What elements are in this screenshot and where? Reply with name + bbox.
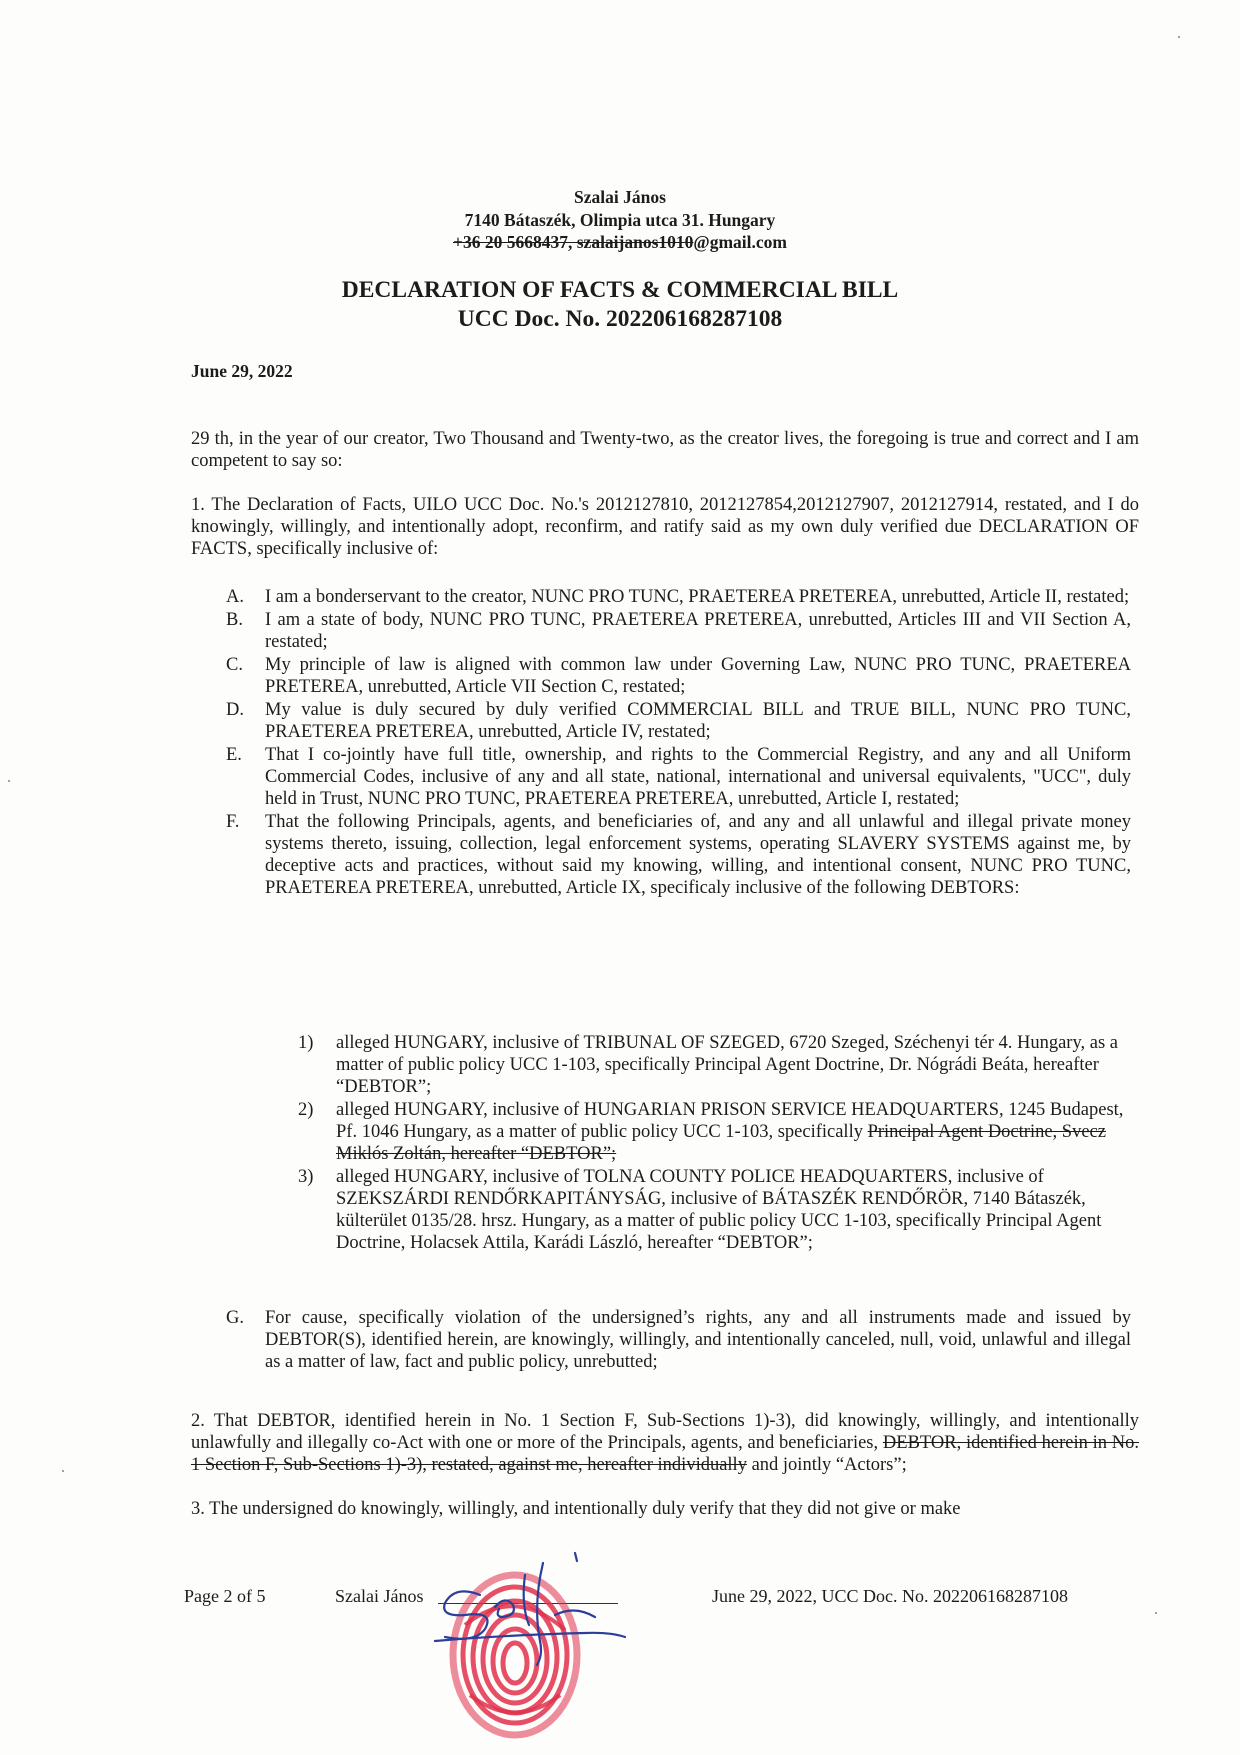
paragraph-3: 3. The undersigned do knowingly, willingly, and intentionally duly verify that they did not give or make	[191, 1499, 961, 1519]
struck-contact: +36 20 5668437, szalaijanos1010	[453, 232, 694, 252]
scan-speck	[1178, 36, 1180, 38]
list-item: C. My principle of law is aligned with common law under Governing Law, NUNC PRO TUNC, PRAETEREA PRETEREA, unrebutted, Article VII Section C, restated;	[226, 655, 1131, 697]
debtor-item: 3) alleged HUNGARY, inclusive of TOLNA COUNTY POLICE HEADQUARTERS, inclusive of SZEKSZÁRDI RENDŐRKAPITÁNYSÁG, inclusive of BÁTASZÉK RENDŐRÖR, 7140 Bátaszék, külterület 0135/28. hrsz. Hungary, as a matter of public policy UCC 1-103, specifically Principal Agent Doctrine, Holacsek Attila, Karádi László, hereafter “DEBTOR”;	[298, 1167, 1102, 1253]
list-item: D. My value is duly secured by duly verified COMMERCIAL BILL and TRUE BILL, NUNC PRO TUNC, PRAETEREA PRETEREA, unrebutted, Article IV, restated;	[226, 700, 1131, 742]
intro-paragraph: 29 th, in the year of our creator, Two Thousand and Twenty-two, as the creator lives, the foregoing is true and correct and I am competent to say so:	[191, 429, 1139, 471]
thumbprint-icon	[453, 1575, 577, 1735]
title-line-1: DECLARATION OF FACTS & COMMERCIAL BILL	[341, 277, 899, 303]
scan-speck	[62, 1470, 64, 1472]
document-title	[0, 276, 1240, 334]
footer-name: Szalai János	[335, 1586, 424, 1606]
contact-domain: @gmail.com	[693, 232, 787, 252]
title-line-2: UCC Doc. No. 202206168287108	[457, 306, 783, 332]
list-item: B. I am a state of body, NUNC PRO TUNC, PRAETEREA PRETEREA, unrebutted, Articles III and VII Section A, restated;	[226, 610, 1131, 652]
declaration-list	[226, 586, 1131, 900]
list-item: F. That the following Principals, agents, and beneficiaries of, and any and all unlawful and illegal private money systems thereto, issuing, collection, legal enforcement systems, operating SLAVERY SYSTEMS against me, by deceptive acts and practices, without said my knowing, willing, and intentional consent, NUNC PRO TUNC, PRAETEREA PRETEREA, unrebutted, Article IX, specificaly inclusive of the following DEBTORS:	[226, 812, 1131, 898]
debtor-item: 2) alleged HUNGARY, inclusive of HUNGARIAN PRISON SERVICE HEADQUARTERS, 1245 Budapest, Pf. 1046 Hungary, as a matter of public policy UCC 1-103, specifically Principal Agent Doctrine, Svecz Miklós Zoltán, hereafter “DEBTOR”;	[298, 1100, 1124, 1164]
page-number: Page 2 of 5	[184, 1586, 266, 1606]
list-item-g: G. For cause, specifically violation of the undersigned’s rights, any and all instruments made and issued by DEBTOR(S), identified herein, are knowingly, willingly, and intentionally canceled, null, void, unlawful and illegal as a matter of law, fact and public policy, unrebutted;	[226, 1308, 1131, 1372]
paragraph-1: 1. The Declaration of Facts, UILO UCC Doc. No.'s 2012127810, 2012127854,2012127907, 2012127914, restated, and I do knowingly, willingly, and intentionally adopt, reconfirm, and ratify said as my own duly verified due DECLARATION OF FACTS, specifically inclusive of:	[191, 495, 1139, 559]
debtor-list	[298, 1032, 1128, 1255]
author-name: Szalai János	[574, 187, 666, 207]
paragraph-2: 2. That DEBTOR, identified herein in No. 1 Section F, Sub-Sections 1)-3), did knowingly, willingly, and intentionally unlawfully and illegally co-Act with one or more of the Principals, agents, and beneficiaries, DEBTOR, identified herein in No. 1 Section F, Sub-Sections 1)-3), restated, against me, hereafter individually and jointly “Actors”;	[191, 1411, 1139, 1475]
scan-speck	[1155, 1612, 1157, 1614]
list-item: A. I am a bonderservant to the creator, NUNC PRO TUNC, PRAETEREA PRETEREA, unrebutted, Article II, restated;	[226, 587, 1130, 607]
footer-reference: June 29, 2022, UCC Doc. No. 202206168287108	[712, 1586, 1068, 1606]
thumbprint-signature	[425, 1545, 655, 1755]
scan-speck	[8, 780, 10, 782]
document-date: June 29, 2022	[191, 361, 293, 381]
debtor-item: 1) alleged HUNGARY, inclusive of TRIBUNAL OF SZEGED, 6720 Szeged, Széchenyi tér 4. Hungary, as a matter of public policy UCC 1-103, specifically Principal Agent Doctrine, Dr. Nógrádi Beáta, hereafter “DEBTOR”;	[298, 1033, 1119, 1097]
struck-text: DEBTOR, identified herein in No. 1 Section F, Sub-Sections 1)-3), restated, against me, hereafter individually	[191, 1433, 1139, 1475]
author-contact	[0, 231, 1240, 254]
letterhead	[0, 186, 1240, 254]
list-item: E. That I co-jointly have full title, ownership, and rights to the Commercial Registry, and any and all Uniform Commercial Codes, inclusive of any and all state, national, international and universal equivalents, "UCC", duly held in Trust, NUNC PRO TUNC, PRAETEREA PRETEREA, unrebutted, Article I, restated;	[226, 745, 1131, 809]
struck-text: Principal Agent Doctrine, Svecz Miklós Zoltán, hereafter “DEBTOR”;	[336, 1122, 1106, 1164]
author-address: 7140 Bátaszék, Olimpia utca 31. Hungary	[464, 209, 776, 230]
